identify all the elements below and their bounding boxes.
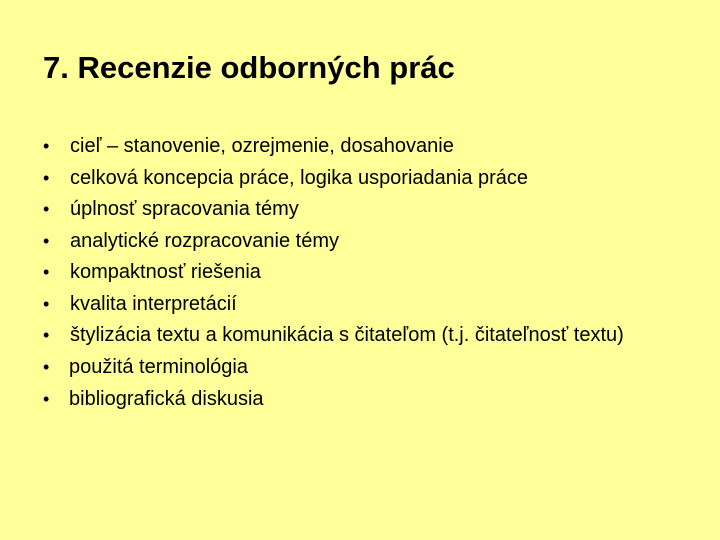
bullet-item-analysis: [43, 226, 703, 258]
bullet-text: cieľ – stanovenie, ozrejmenie, dosahovanie: [70, 135, 454, 157]
bullet-icon: •: [43, 199, 50, 219]
bullet-text: štylizácia textu a komunikácia s čitateľom (t.j. čitateľnosť textu): [70, 324, 624, 346]
slide-title: 7. Recenzie odborných prác: [43, 50, 455, 85]
bullet-icon: •: [43, 357, 50, 377]
bullet-item-concept: [43, 163, 703, 195]
bullet-item-compactness: [43, 257, 703, 289]
bullet-icon: •: [43, 262, 50, 282]
bullet-text: bibliografická diskusia: [69, 387, 264, 410]
bullet-icon: •: [43, 388, 50, 409]
bullet-text: celková koncepcia práce, logika usporiadania práce: [70, 166, 529, 189]
bullet-list: [43, 131, 703, 415]
bullet-text: kvalita interpretácií: [70, 292, 237, 315]
bullet-icon: •: [43, 293, 50, 314]
bullet-text: úplnosť spracovania témy: [70, 198, 299, 220]
bullet-item-bibliography: [43, 384, 703, 416]
bullet-icon: •: [43, 167, 50, 188]
bullet-item-goal: [43, 131, 703, 163]
bullet-text: analytické rozpracovanie témy: [70, 229, 340, 252]
bullet-item-interpretation: [43, 289, 703, 321]
bullet-text: použitá terminológia: [69, 356, 248, 378]
bullet-icon: •: [43, 230, 50, 251]
bullet-text: kompaktnosť riešenia: [70, 261, 261, 283]
bullet-icon: •: [43, 325, 50, 345]
bullet-icon: •: [43, 136, 50, 156]
bullet-item-completeness: [43, 194, 703, 226]
bullet-item-style: [43, 320, 703, 352]
bullet-item-terminology: [43, 352, 703, 384]
